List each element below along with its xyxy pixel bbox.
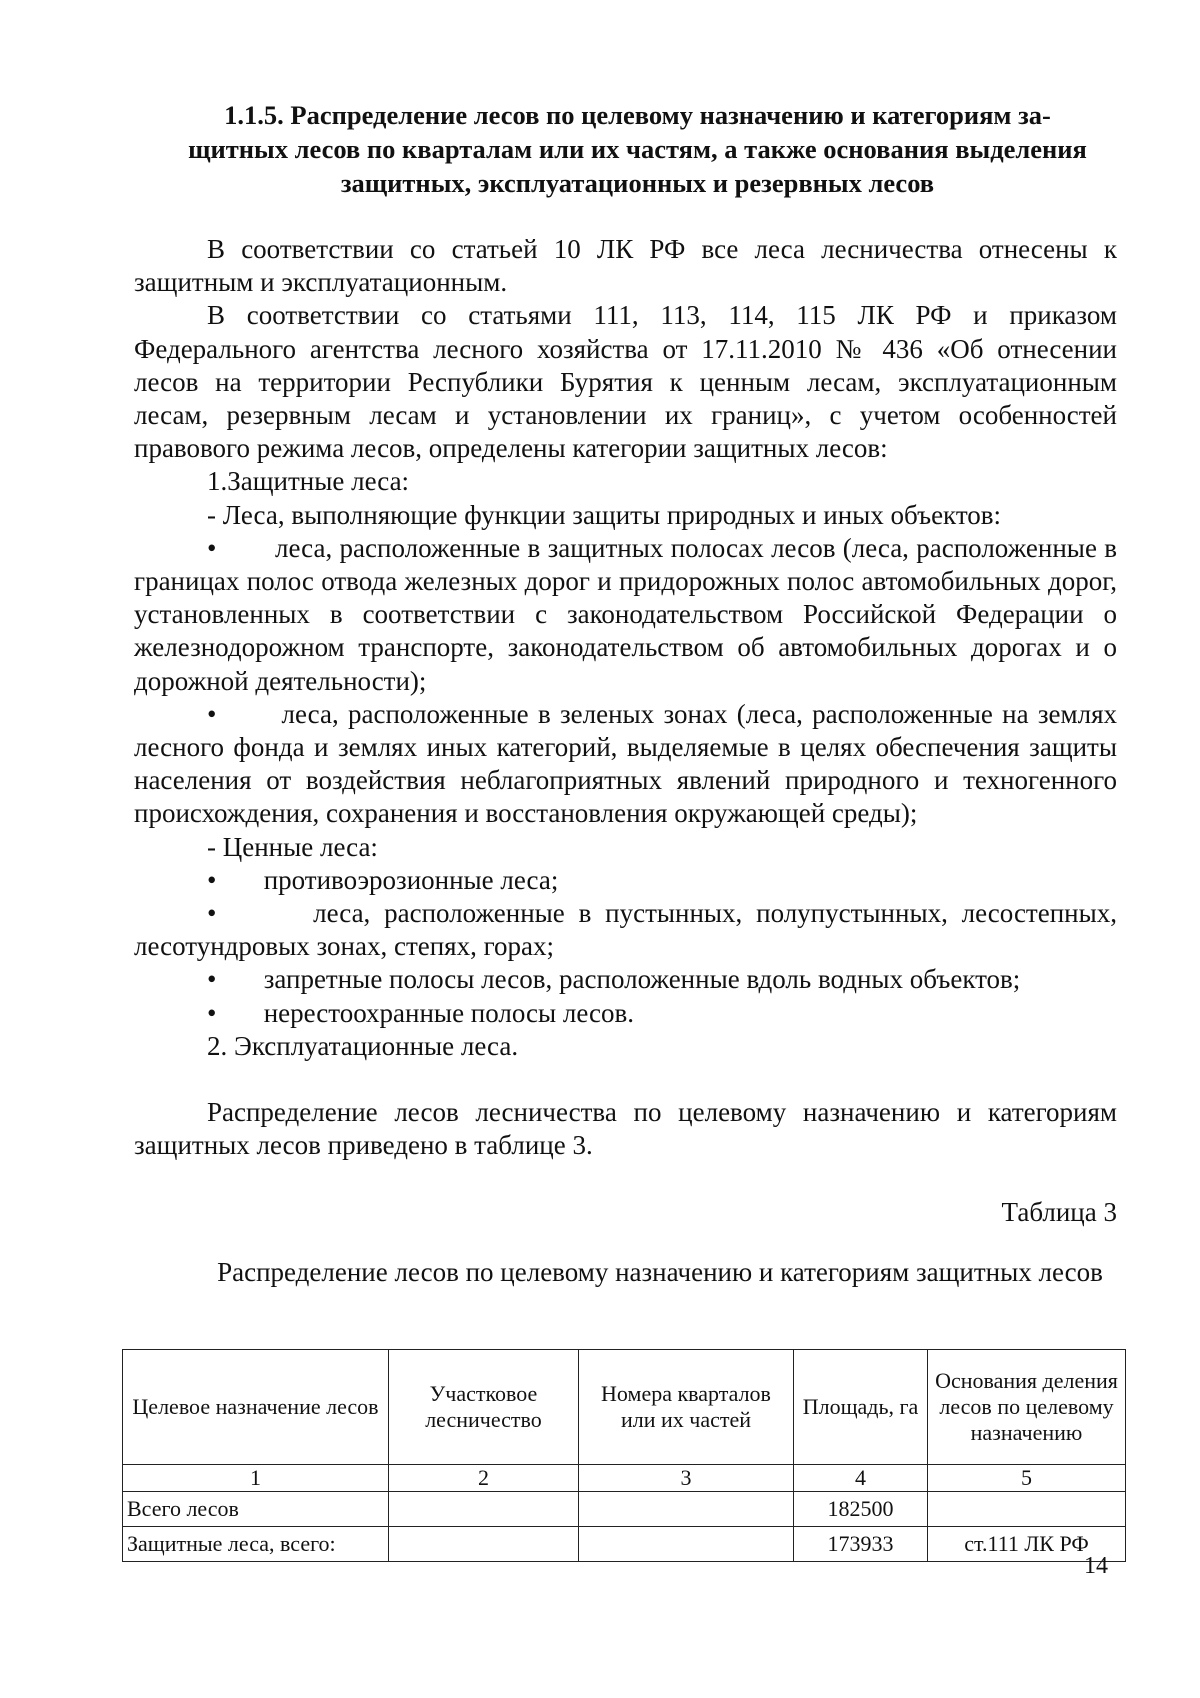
category-exploitation: 2. Эксплуатационные леса. [207, 1030, 519, 1061]
bullet-icon: • [207, 864, 217, 895]
table-cell: Всего лесов [123, 1492, 389, 1527]
table-row [123, 1527, 1126, 1562]
table-cell: Защитные леса, всего: [123, 1527, 389, 1562]
table-header-row [123, 1350, 1126, 1465]
column-header: Основания деления лесов по целевому назначению [928, 1350, 1126, 1465]
table-label: Таблица 3 [1001, 1197, 1117, 1227]
table-cell: ст.111 ЛК РФ [928, 1527, 1126, 1562]
column-number: 3 [579, 1465, 794, 1492]
table-title: Распределение лесов по целевому назначению и категориям защитных лесов [217, 1257, 1103, 1287]
column-number: 2 [389, 1465, 579, 1492]
bullet-icon: • [207, 898, 217, 929]
page-number: 14 [1084, 1553, 1108, 1579]
table-cell: 182500 [794, 1492, 928, 1527]
paragraph-2: В соответствии со статьями 111, 113, 114, 115 ЛК РФ и приказом Федерального агентства лесного хозяйства от 17.11.2010 № 436 «Об отнесении лесов на территории Республики Бурятия к ценным лесам, эксплуатационным лесам, резервным лесам и установлении их границ», с учетом особенностей правового режима лесов, определены категории защитных лесов: [134, 300, 1117, 464]
heading-line: защитных, эксплуатационных и резервных лесов [340, 168, 935, 198]
table-cell [389, 1527, 579, 1562]
heading-line: щитных лесов по кварталам или их частям, а также основания выделения [188, 134, 1087, 164]
table-cell [579, 1492, 794, 1527]
heading-line: 1.1.5. Распределение лесов по целевому назначению и категориям за- [224, 100, 1051, 130]
table-cell [928, 1492, 1126, 1527]
list-item [134, 897, 1117, 963]
list-item [134, 698, 1117, 831]
list-item-text: леса, расположенные в зеленых зонах (леса, расположенные на землях лесного фонда и землях иных категорий, выделяемые в целях обеспечения защиты населения от воздействия неблагоприятных явлений природного и техногенного происхождения, сохранения и восстановления окружающей среды); [134, 698, 1117, 829]
list-item-text: нерестоохранные полосы лесов. [263, 997, 635, 1028]
column-number: 1 [123, 1465, 389, 1492]
bullet-icon: • [207, 532, 217, 563]
bullet-icon: • [207, 964, 217, 995]
table-cell [579, 1527, 794, 1562]
list-item-text: леса, расположенные в пустынных, полупустынных, лесостепных, лесотундровых зонах, степях, горах; [134, 898, 1118, 962]
list-item-text: леса, расположенные в защитных полосах лесов (леса, расположенные в границах полос отвода железных дорог и придорожных полос автомобильных дорог, установленных в соответствии с законодательством Российской Федерации о железнодорожном транспорте, законодательством об автомобильных дорогах и о дорожной деятельности); [134, 532, 1117, 696]
list-item [134, 864, 1117, 897]
bullet-icon: • [207, 698, 217, 729]
column-header: Участковое лесничество [389, 1350, 579, 1465]
subcategory-valuable: - Ценные леса: [207, 831, 378, 862]
forest-distribution-table [122, 1349, 1126, 1562]
column-header: Номера кварталов или их частей [579, 1350, 794, 1465]
column-number-row [123, 1465, 1126, 1492]
list-item [134, 997, 1117, 1030]
body-text [134, 233, 1117, 1162]
table-row [123, 1492, 1126, 1527]
column-header: Целевое назначение лесов [123, 1350, 389, 1465]
table-cell: 173933 [794, 1527, 928, 1562]
column-number: 4 [794, 1465, 928, 1492]
category-protective: 1.Защитные леса: [207, 466, 410, 497]
section-heading [150, 98, 1125, 200]
bullet-icon: • [207, 997, 217, 1028]
list-item-text: противоэрозионные леса; [263, 864, 559, 895]
column-header: Площадь, га [794, 1350, 928, 1465]
list-item [134, 532, 1117, 698]
column-number: 5 [928, 1465, 1126, 1492]
paragraph-3: Распределение лесов лесничества по целевому назначению и категориям защитных лесов приведено в таблице 3. [134, 1097, 1117, 1161]
subcategory-protection-functions: - Леса, выполняющие функции защиты природных и иных объектов: [207, 499, 1002, 530]
table-cell [389, 1492, 579, 1527]
paragraph-1: В соответствии со статьей 10 ЛК РФ все леса лесничества отнесены к защитным и эксплуатационным. [134, 234, 1117, 298]
list-item-text: запретные полосы лесов, расположенные вдоль водных объектов; [263, 964, 1021, 995]
list-item [134, 963, 1117, 996]
